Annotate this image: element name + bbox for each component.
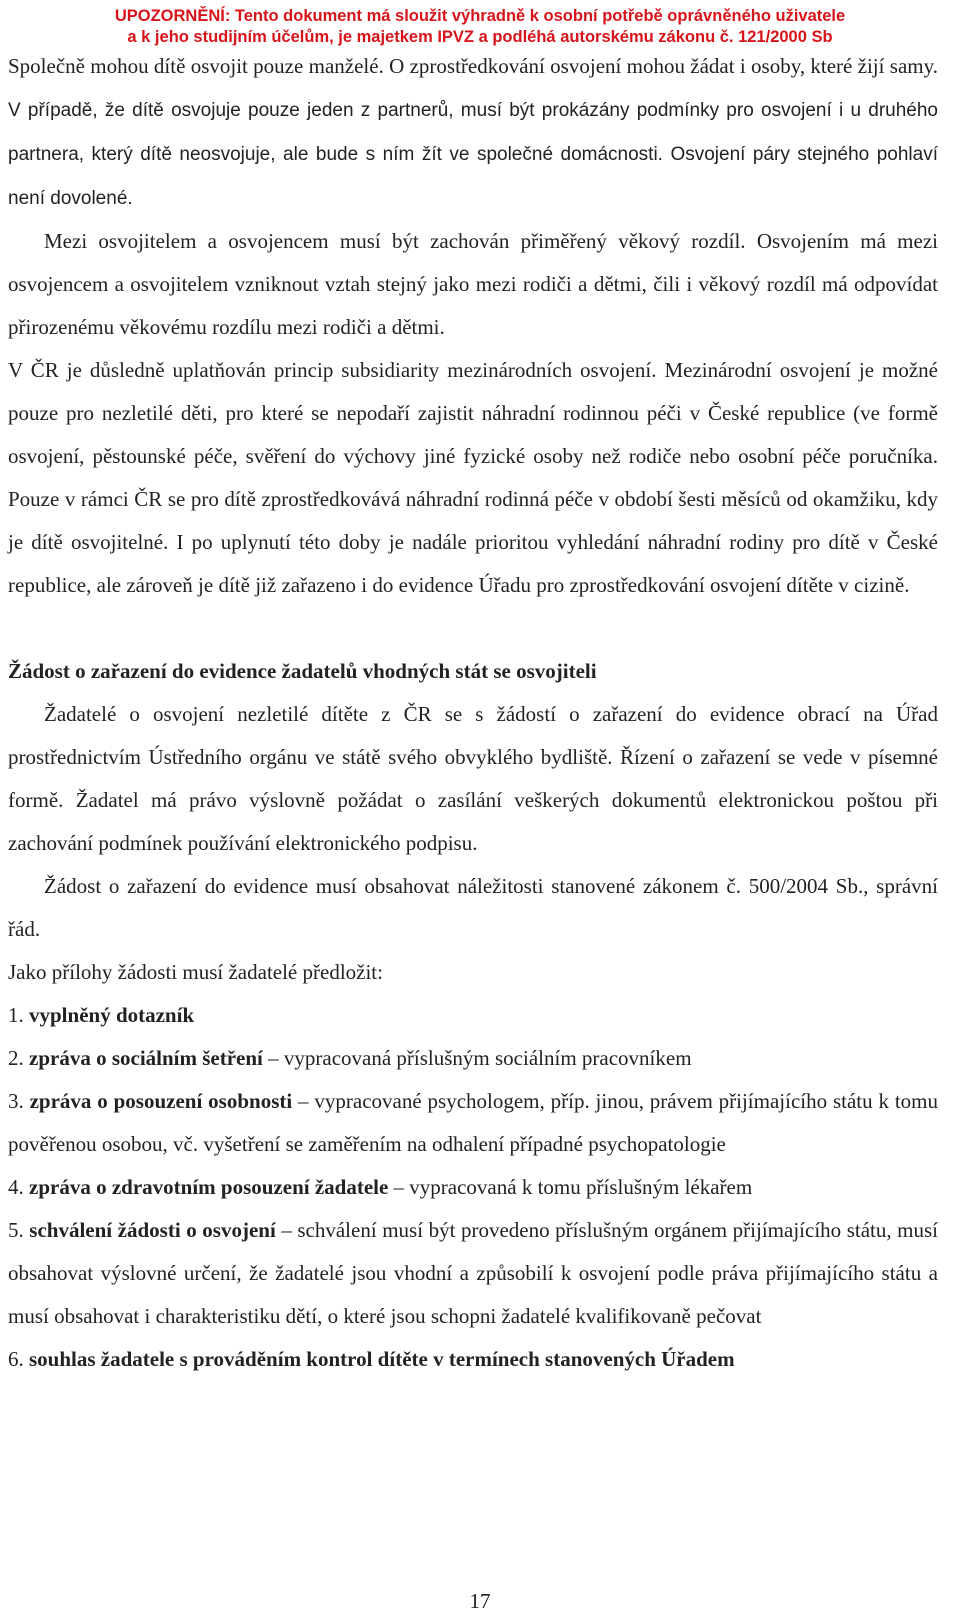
list-item-number: 5.	[8, 1218, 30, 1242]
list-item-number: 2.	[8, 1046, 29, 1070]
list-item	[8, 1166, 938, 1209]
list-item-title: vyplněný dotazník	[29, 1003, 195, 1027]
list-item-title: schválení žádosti o osvojení	[29, 1218, 276, 1242]
paragraph-2	[8, 220, 938, 349]
list-item-number: 1.	[8, 1003, 29, 1027]
warning-line-2: a k jeho studijním účelům, je majetkem IPVZ a podléhá autorskému zákonu č. 121/2000 Sb	[127, 28, 833, 46]
section-paragraph-1: Žadatelé o osvojení nezletilé dítěte z ČR se s žádostí o zařazení do evidence obrací na Úřad prostřednictvím Ústředního orgánu ve státě svého obvyklého bydliště. Řízení o zařazení se vede v písemné formě. Žadatel má právo výslovně požádat o zasílání veškerých dokumentů elektronickou poštou při zachování podmínek používání elektronického podpisu.	[8, 702, 938, 855]
list-item	[8, 1080, 938, 1166]
list-item-title: zpráva o posouzení osobnosti	[29, 1089, 293, 1113]
warning-line-1: UPOZORNĚNÍ: Tento dokument má sloužit výhradně k osobní potřebě oprávněného uživatele	[114, 7, 846, 25]
list-item	[8, 1209, 938, 1338]
page-number: 17	[469, 1589, 491, 1613]
list-item-text: – vypracované psychologem, příp. jinou, právem přijímajícího státu k tomu pověřenou osobou, vč. vyšetření se zaměřením na odhalení případné psychopatologie	[8, 1089, 938, 1156]
paragraph-1	[8, 45, 938, 220]
section-paragraph-2: Žádost o zařazení do evidence musí obsahovat náležitosti stanovené zákonem č. 500/2004 Sb., správní řád.	[8, 874, 938, 941]
list-item-number: 6.	[8, 1347, 29, 1371]
document-body	[8, 45, 938, 1381]
paragraph-1-part-b: V případě, že dítě osvojuje pouze jeden z partnerů, musí být prokázány podmínky pro osvojení i u druhého partnera, který dítě neosvojuje, ale bude s ním žít ve společné domácnosti. Osvojení páry stejného pohlaví není dovolené.	[8, 100, 938, 209]
list-item-text: – schválení musí být provedeno příslušným orgánem přijímajícího státu, musí obsahovat výslovné určení, že žadatelé jsou vhodní a způsobilí k osvojení podle práva přijímajícího státu a musí obsahovat i charakteristiku dětí, o které jsou schopni žadatelé kvalifikovaně pečovat	[8, 1218, 939, 1328]
paragraph-1-part-a: Společně mohou dítě osvojit pouze manželé. O zprostředkování osvojení mohou žádat i osoby, které žijí samy.	[8, 54, 938, 78]
list-item-title: zpráva o zdravotním posouzení žadatele	[29, 1175, 389, 1199]
paragraph-2-part-a: Mezi osvojitelem a osvojencem musí být zachován přiměřený věkový rozdíl.	[44, 229, 757, 253]
list-item-number: 4.	[8, 1175, 29, 1199]
list-item-text: – vypracovaná k tomu příslušným lékařem	[388, 1175, 753, 1199]
section-heading: Žádost o zařazení do evidence žadatelů vhodných stát se osvojiteli	[8, 659, 597, 683]
list-item-text: – vypracovaná příslušným sociálním pracovníkem	[262, 1046, 692, 1070]
list-item	[8, 1037, 938, 1080]
paragraph-2-part-b: Osvojením má mezi osvojencem a osvojitelem vzniknout vztah stejný jako mezi rodiči a dětmi, čili i věkový rozdíl má odpovídat přirozenému věkovému rozdílu mezi rodiči a dětmi.	[8, 229, 938, 339]
list-item-title: zpráva o sociálním šetření	[29, 1046, 263, 1070]
list-item-number: 3.	[8, 1089, 30, 1113]
paragraph-3: V ČR je důsledně uplatňován princip subsidiarity mezinárodních osvojení. Mezinárodní osvojení je možné pouze pro nezletilé děti, pro které se nepodaří zajistit náhradní rodinnou péči v České republice (ve formě osvojení, pěstounské péče, svěření do výchovy jiné fyzické osoby než rodiče nebo osobní péče poručníka. Pouze v rámci ČR se pro dítě zprostředkovává náhradní rodinná péče v období šesti měsíců od okamžiku, kdy je dítě osvojitelné. I po uplynutí této doby je nadále prioritou vyhledání náhradní rodiny pro dítě v České republice, ale zároveň je dítě již zařazeno i do evidence Úřadu pro zprostředkování osvojení dítěte v cizině.	[8, 358, 938, 597]
copyright-warning	[0, 6, 960, 48]
list-item	[8, 994, 938, 1037]
section-paragraph-3: Jako přílohy žádosti musí žadatelé předložit:	[8, 960, 383, 984]
list-item	[8, 1338, 938, 1381]
list-item-title: souhlas žadatele s prováděním kontrol dítěte v termínech stanovených Úřadem	[29, 1347, 735, 1371]
